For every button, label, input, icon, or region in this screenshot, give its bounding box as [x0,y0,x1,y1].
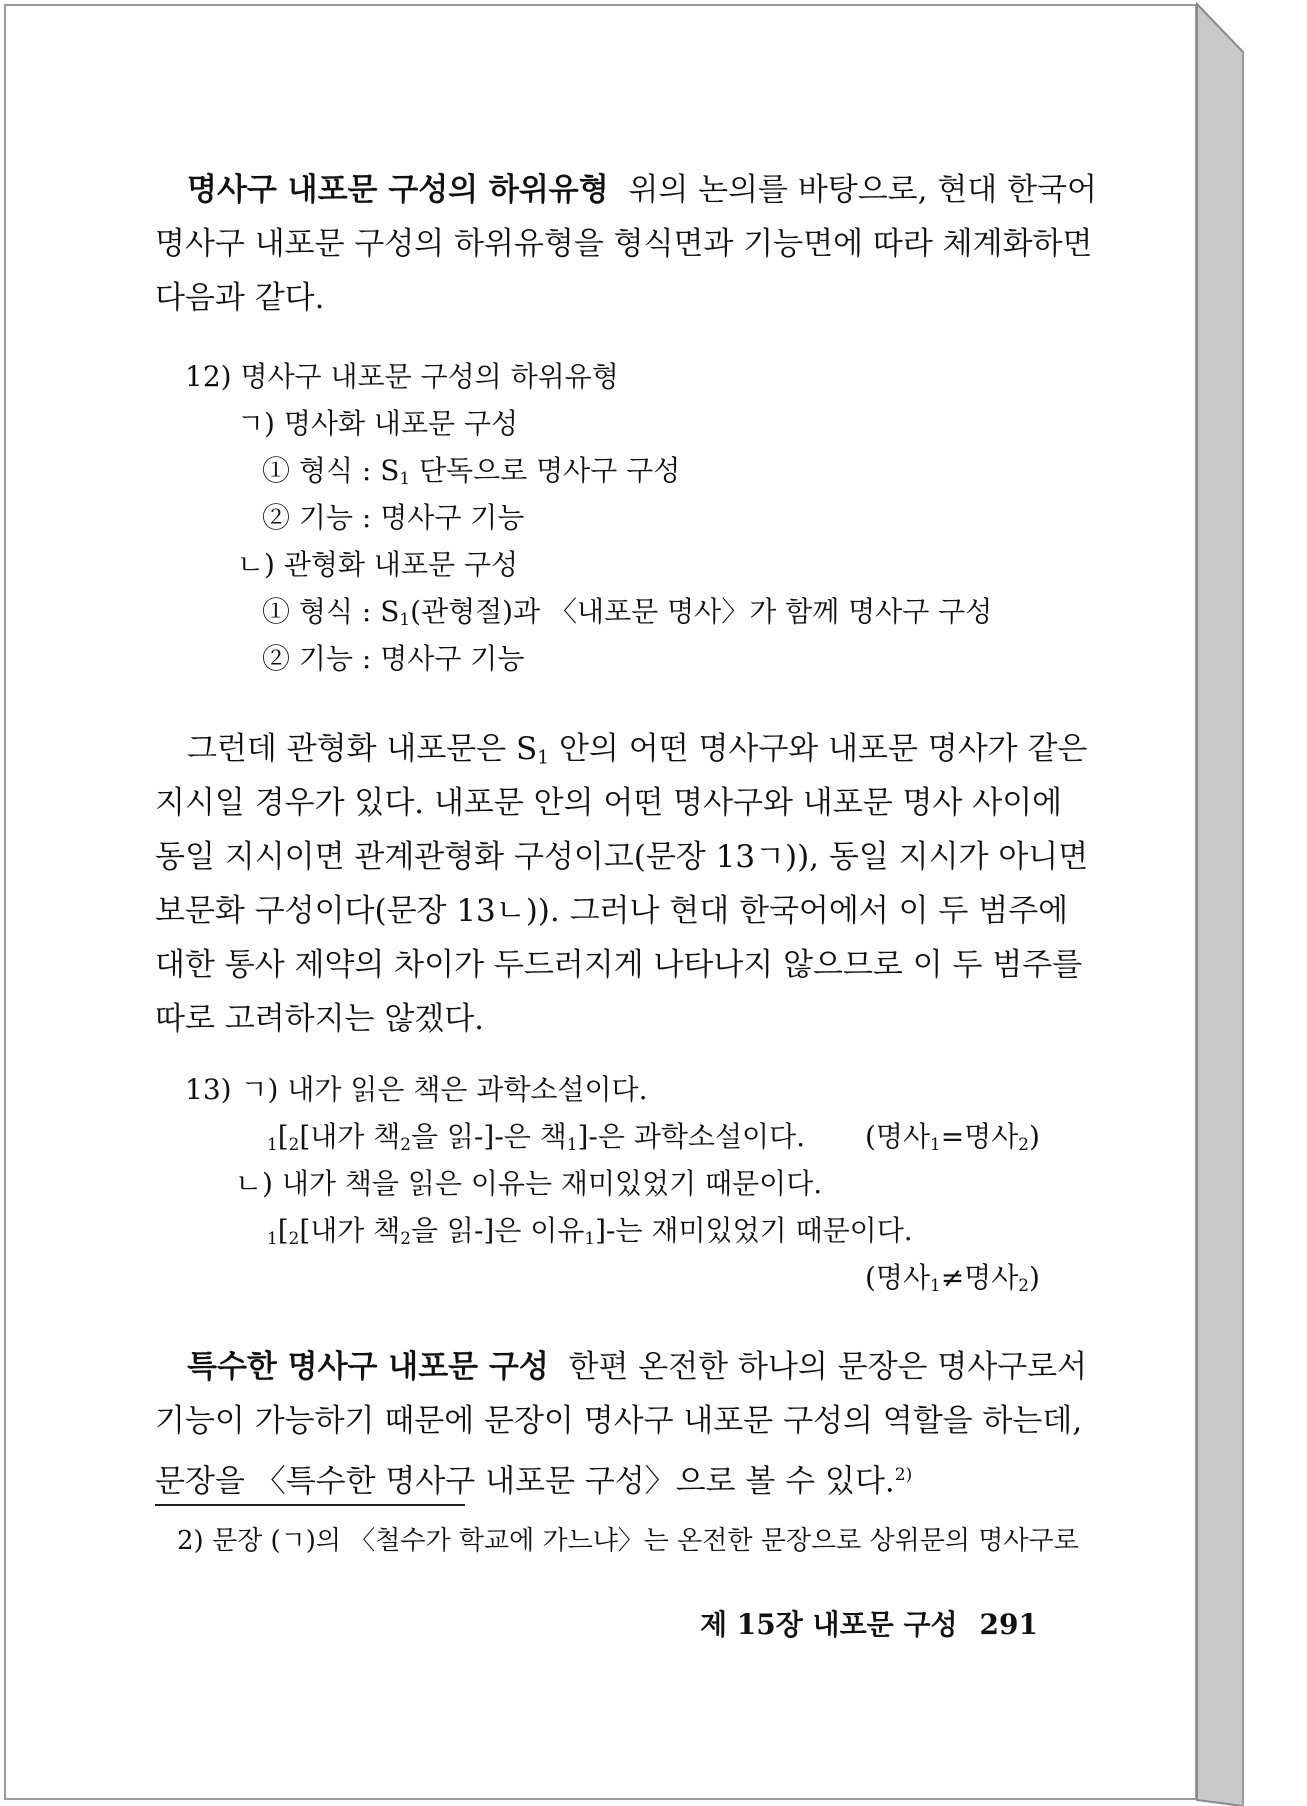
subscript: 1 [930,1275,941,1296]
subscript: 1 [399,468,411,489]
text-run: ① 형식 : S [262,595,400,628]
running-footer [700,1603,1038,1643]
example-12-title: 12) 명사구 내포문 구성의 하위유형 [185,360,619,393]
text-run: ≠명사 [940,1261,1019,1294]
text-run: 을 읽-]-은 책 [410,1120,567,1153]
text-run: [ [277,1120,289,1153]
subscript: 1 [584,1228,596,1249]
paragraph-line: 지시일 경우가 있다. 내포문 안의 어떤 명사구와 내포문 명사 사이에 [155,785,1063,821]
text-run: ) [1028,1120,1040,1153]
example-13-a: 13) ㄱ) 내가 읽은 책은 과학소설이다. [185,1073,648,1106]
subscript: 1 [267,1228,278,1249]
footnote-marker: 2) [894,1465,913,1485]
text-run: ) [1028,1261,1040,1294]
subscript: 2 [400,1134,411,1155]
text-run: [ [277,1214,289,1247]
subscript: 2 [1018,1134,1029,1155]
paragraph-intro [155,163,1097,325]
text-run: 을 읽-]은 이유 [410,1214,585,1247]
text-run: 그런데 관형화 내포문은 S [187,731,538,767]
paragraph-special [155,1340,1088,1508]
text-run: 문장을 〈특수한 명사구 내포문 구성〉으로 볼 수 있다. [155,1463,895,1500]
text-run: 단독으로 명사구 구성 [410,454,681,487]
page-number: 291 [979,1608,1038,1641]
example-12-b1 [262,588,992,635]
paragraph-line [155,163,1097,217]
subscript: 2 [1018,1275,1029,1296]
example-12-a2: ② 기능 : 명사구 기능 [262,501,525,534]
subscript: 1 [566,1134,578,1155]
paragraph-line: 보문화 구성이다(문장 13ㄴ)). 그러나 현대 한국어에서 이 두 범주에 [155,893,1069,929]
footnote-text: 2) 문장 (ㄱ)의 〈철수가 학교에 가느냐〉는 온전한 문장으로 상위문의 명사구로 [177,1526,1079,1556]
text-run: (명사 [865,1120,931,1153]
paragraph-line: 대한 통사 제약의 차이가 두드러지게 나타나지 않으므로 이 두 범주를 [155,947,1083,983]
example-12-a1 [262,447,680,494]
example-13-b: ㄴ) 내가 책을 읽은 이유는 재미있었기 때문이다. [235,1167,823,1200]
paragraph-line [155,1448,1070,1508]
paragraph-body [155,722,1089,1046]
text-run: =명사 [940,1120,1019,1153]
text-run: ]-는 재미있었기 때문이다. [595,1214,913,1247]
paragraph-line: 따로 고려하지는 않겠다. [155,1001,485,1037]
text-run: [내가 책 [299,1214,401,1247]
paragraph-line [155,1340,1088,1394]
subscript: 2 [288,1228,300,1249]
text-run: 위의 논의를 바탕으로, 현대 한국어 [628,172,1097,208]
example-12-a: ㄱ) 명사화 내포문 구성 [237,407,519,440]
chapter-title: 제 15장 내포문 구성 [700,1608,958,1641]
inline-heading: 명사구 내포문 구성의 하위유형 [187,172,609,208]
paragraph-line [155,722,1088,776]
subscript: 2 [400,1228,411,1249]
text-run: ① 형식 : S [262,454,400,487]
example-12-b: ㄴ) 관형화 내포문 구성 [237,548,519,581]
subscript: 1 [267,1134,278,1155]
example-13-b-relation [865,1254,1040,1301]
text-run: ]-은 과학소설이다. [577,1120,806,1153]
example-12-b2: ② 기능 : 명사구 기능 [262,642,525,675]
subscript: 1 [930,1134,941,1155]
subscript: 1 [399,609,411,630]
inline-heading: 특수한 명사구 내포문 구성 [187,1349,549,1385]
example-13-b-gloss [267,1207,913,1262]
footnote-rule [155,1504,465,1506]
paragraph-line: 다음과 같다. [155,280,325,316]
text-run: [내가 책 [299,1120,401,1153]
example-13-a-relation [865,1113,1040,1160]
subscript: 1 [537,747,550,769]
paragraph-line: 명사구 내포문 구성의 하위유형을 형식면과 기능면에 따라 체계화하면 [155,226,1093,262]
text-run: (명사 [865,1261,931,1294]
paragraph-line: 동일 지시이면 관계관형화 구성이고(문장 13ㄱ)), 동일 지시가 아니면 [155,839,1089,875]
paragraph-line: 기능이 가능하기 때문에 문장이 명사구 내포문 구성의 역할을 하는데, [155,1403,1083,1439]
subscript: 2 [288,1134,300,1155]
text-run: (관형절)과 〈내포문 명사〉가 함께 명사구 구성 [410,595,993,628]
text-run: 안의 어떤 명사구와 내포문 명사가 같은 [549,731,1088,767]
text-run: 한편 온전한 하나의 문장은 명사구로서 [568,1349,1088,1385]
